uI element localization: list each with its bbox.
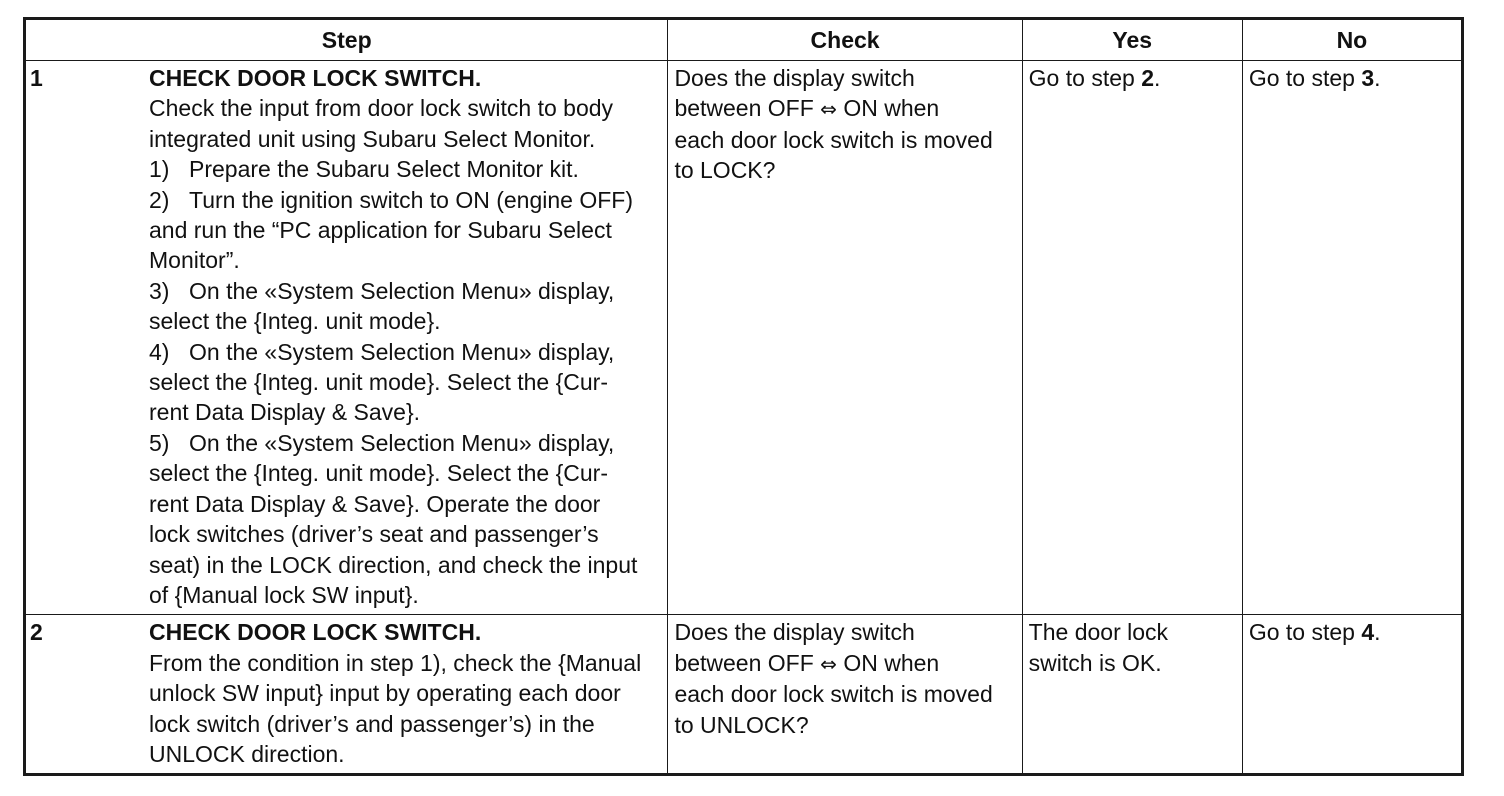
sub-step-number: 2) [149, 186, 170, 213]
no-text: Go to step [1248, 65, 1362, 91]
check-line: Does the display switch [674, 65, 915, 91]
check-line [674, 93, 1015, 124]
step-instruction-line [149, 428, 659, 458]
step-instruction-text: select the {Integ. unit mode}. Select the {Cur- [149, 369, 609, 396]
table-row [25, 615, 1463, 775]
step-instruction-line [149, 648, 659, 678]
sub-step-number: 1) [149, 156, 170, 183]
step-instruction-line [149, 678, 659, 708]
check-text: between OFF [674, 649, 821, 676]
sub-step-number: 5) [149, 429, 170, 456]
step-instruction-line [149, 580, 659, 610]
diagnosis-table [23, 17, 1464, 776]
yes-suffix: . [1153, 65, 1161, 91]
step-cell [25, 615, 668, 775]
step-instruction-text: select the {Integ. unit mode}. Select the {Cur- [149, 460, 609, 487]
yes-cell [1022, 615, 1242, 775]
yes-text: Go to step [1028, 65, 1142, 91]
header-no: No [1242, 19, 1462, 61]
no-step-ref: 4 [1361, 619, 1375, 646]
double-arrow-icon: ⇔ [820, 651, 837, 676]
step-instruction-line [149, 306, 659, 336]
step-lines [149, 648, 659, 770]
step-instruction-text: On the «System Selection Menu» display, [189, 338, 615, 365]
yes-cell [1022, 61, 1242, 615]
yes-line: The door lock [1028, 619, 1169, 646]
table-row [25, 61, 1463, 615]
check-line: each door lock switch is moved [674, 126, 993, 153]
no-step-ref: 3 [1361, 65, 1375, 91]
step-instruction-line [149, 337, 659, 367]
step-instruction-text: integrated unit using Subaru Select Monitor. [149, 125, 596, 152]
no-text: Go to step [1248, 619, 1362, 646]
no-cell [1242, 61, 1462, 615]
step-instruction-text: rent Data Display & Save}. [149, 399, 421, 426]
step-instruction-text: Turn the ignition switch to ON (engine OFF) [189, 186, 633, 213]
step-instruction-line [149, 154, 659, 184]
step-instruction-text: From the condition in step 1), check the {Manual [149, 649, 642, 676]
check-text: ON when [836, 95, 940, 122]
step-instruction-text: rent Data Display & Save}. Operate the door [149, 490, 601, 517]
step-body [149, 617, 659, 769]
step-instruction-line [149, 367, 659, 397]
header-yes: Yes [1022, 19, 1242, 61]
header-step: Step [25, 19, 668, 61]
step-instruction-text: lock switches (driver’s seat and passenger’s [149, 521, 599, 548]
step-body [149, 63, 659, 610]
step-instruction-line [149, 519, 659, 549]
header-row [25, 19, 1463, 61]
step-instruction-text: unlock SW input} input by operating each door [149, 680, 621, 707]
step-cell [25, 61, 668, 615]
check-text: between OFF [674, 95, 821, 122]
step-instruction-line [149, 489, 659, 519]
step-title: CHECK DOOR LOCK SWITCH. [149, 619, 482, 646]
no-suffix: . [1374, 619, 1381, 646]
step-lines [149, 93, 659, 610]
no-suffix: . [1374, 65, 1381, 91]
check-line: Does the display switch [674, 619, 915, 646]
yes-step-ref: 2 [1141, 65, 1154, 91]
no-cell [1242, 615, 1462, 775]
step-instruction-line [149, 458, 659, 488]
step-number: 1 [30, 65, 43, 91]
sub-step-number: 3) [149, 277, 170, 304]
check-line: to LOCK? [674, 157, 776, 184]
step-instruction-text: select the {Integ. unit mode}. [149, 308, 441, 335]
step-instruction-text: Monitor”. [149, 247, 240, 274]
step-title: CHECK DOOR LOCK SWITCH. [149, 65, 482, 91]
step-instruction-line [149, 397, 659, 427]
sub-step-number: 4) [149, 338, 170, 365]
step-instruction-text: On the «System Selection Menu» display, [189, 429, 615, 456]
step-instruction-line [149, 550, 659, 580]
header-check: Check [668, 19, 1022, 61]
step-instruction-line [149, 739, 659, 769]
check-line: to UNLOCK? [674, 711, 809, 738]
step-instruction-line [149, 185, 659, 215]
step-instruction-line [149, 276, 659, 306]
yes-line: switch is OK. [1028, 649, 1162, 676]
check-cell [668, 615, 1022, 775]
step-instruction-line [149, 215, 659, 245]
check-line: each door lock switch is moved [674, 681, 993, 708]
step-instruction-line [149, 245, 659, 275]
check-line [674, 648, 1015, 679]
check-text: ON when [836, 649, 940, 676]
step-instruction-text: UNLOCK direction. [149, 740, 345, 767]
step-number: 2 [30, 619, 43, 646]
step-instruction-line [149, 93, 659, 123]
double-arrow-icon: ⇔ [820, 97, 837, 122]
step-instruction-line [149, 124, 659, 154]
step-instruction-text: Prepare the Subaru Select Monitor kit. [189, 156, 579, 183]
step-instruction-text: On the «System Selection Menu» display, [189, 277, 615, 304]
step-instruction-text: and run the “PC application for Subaru Select [149, 217, 612, 244]
check-cell [668, 61, 1022, 615]
step-instruction-text: seat) in the LOCK direction, and check the input [149, 551, 638, 578]
step-instruction-text: lock switch (driver’s and passenger’s) in the [149, 710, 595, 737]
step-instruction-text: Check the input from door lock switch to body [149, 95, 614, 122]
step-instruction-text: of {Manual lock SW input}. [149, 581, 419, 608]
step-instruction-line [149, 709, 659, 739]
